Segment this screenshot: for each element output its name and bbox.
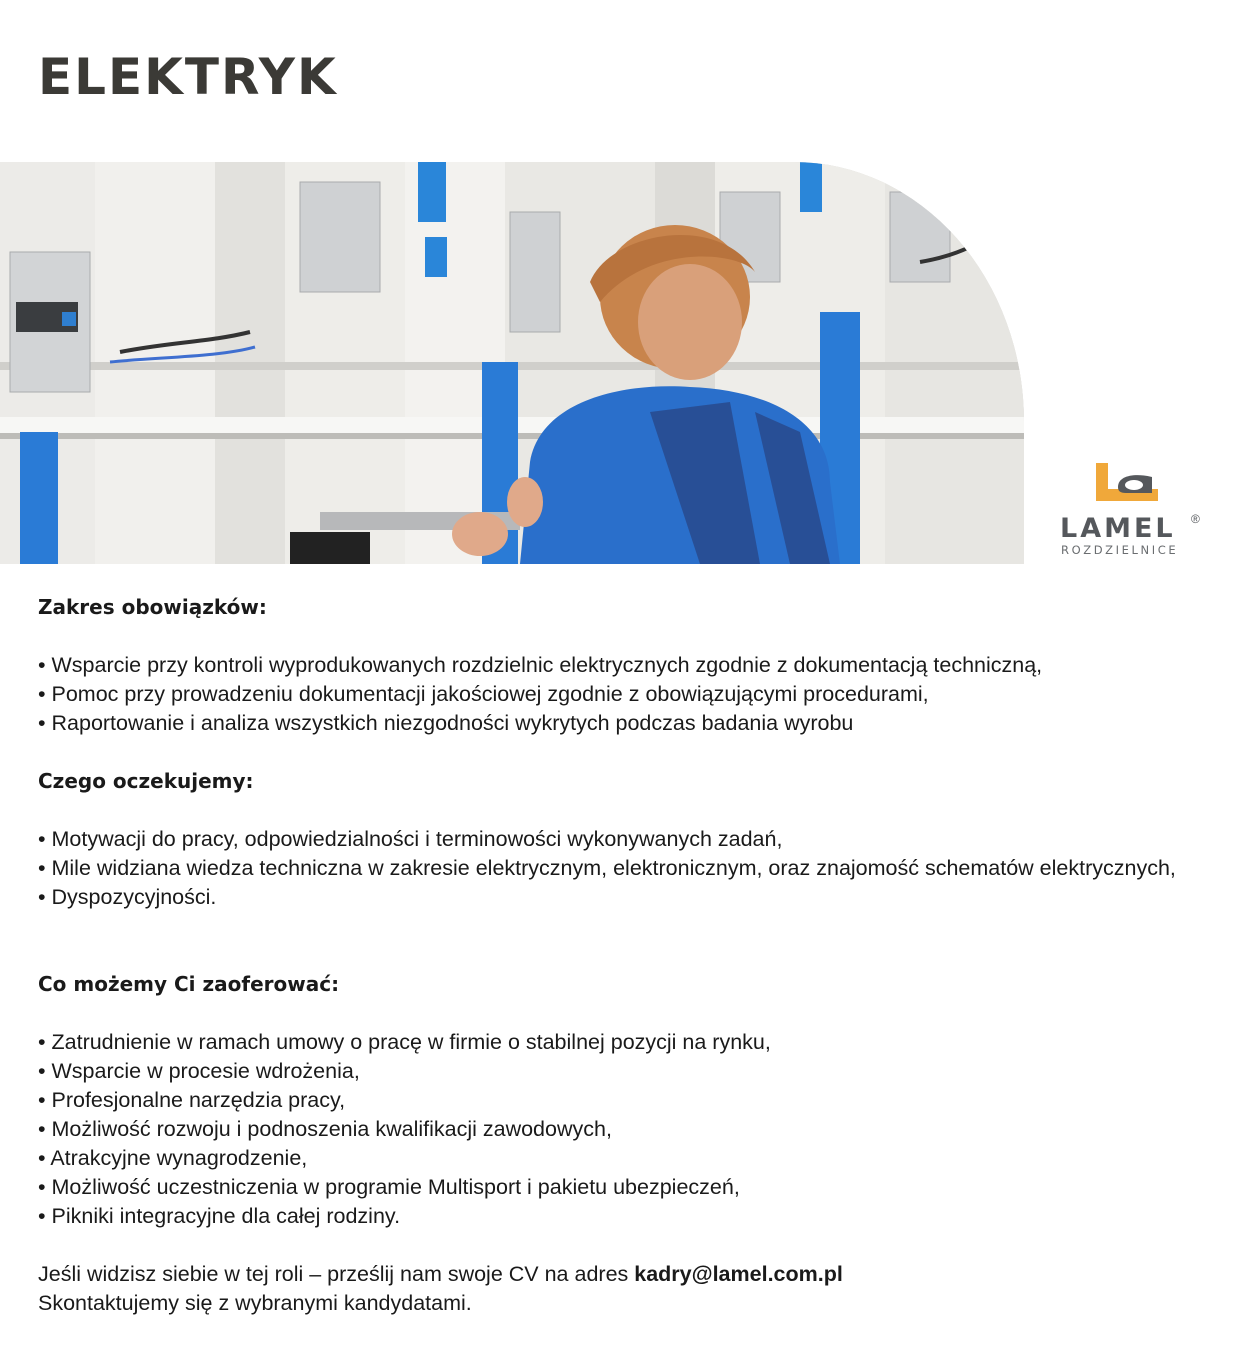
section-responsibilities	[38, 593, 1208, 738]
list-item: • Możliwość rozwoju i podnoszenia kwalifikacji zawodowych,	[38, 1117, 612, 1141]
application-call-to-action	[38, 1260, 1208, 1318]
hero-photo	[0, 162, 1024, 564]
responsibilities-list	[38, 651, 1208, 738]
list-item: • Dyspozycyjności.	[38, 885, 217, 909]
logo-name: LAMEL	[1060, 513, 1176, 544]
spacer	[38, 912, 1208, 970]
list-item: • Wsparcie w procesie wdrożenia,	[38, 1059, 360, 1083]
list-item: • Możliwość uczestniczenia w programie Multisport i pakietu ubezpieczeń,	[38, 1175, 740, 1199]
list-item: • Motywacji do pracy, odpowiedzialności i terminowości wykonywanych zadań,	[38, 827, 783, 851]
cta-text: Jeśli widzisz siebie w tej roli – prześlij nam swoje CV na adres	[38, 1262, 635, 1286]
registered-mark: ®	[1191, 512, 1200, 526]
section-heading: Co możemy Ci zaoferować:	[38, 972, 340, 996]
section-requirements	[38, 767, 1208, 912]
list-item: • Pomoc przy prowadzeniu dokumentacji jakościowej zgodnie z obowiązującymi procedurami,	[38, 682, 929, 706]
contact-email[interactable]: kadry@lamel.com.pl	[634, 1262, 843, 1286]
list-item: • Raportowanie i analiza wszystkich niezgodności wykrytych podczas badania wyrobu	[38, 711, 854, 735]
company-logo	[1060, 463, 1210, 563]
lamel-logo-mark-icon	[1096, 463, 1158, 501]
section-heading: Czego oczekujemy:	[38, 769, 254, 793]
list-item: • Mile widziana wiedza techniczna w zakresie elektrycznym, elektronicznym, oraz znajomość schematów elektrycznych,	[38, 856, 1176, 880]
section-heading: Zakres obowiązków:	[38, 595, 267, 619]
spacer	[38, 738, 1208, 767]
list-item: • Profesjonalne narzędzia pracy,	[38, 1088, 346, 1112]
section-offer	[38, 970, 1208, 1231]
job-description	[38, 593, 1208, 1318]
list-item: • Wsparcie przy kontroli wyprodukowanych rozdzielnic elektrycznych zgodnie z dokumentacją techniczną,	[38, 653, 1043, 677]
cta-line-1	[38, 1260, 1208, 1289]
list-item: • Pikniki integracyjne dla całej rodziny.	[38, 1204, 401, 1228]
logo-subtitle: ROZDZIELNICE	[1061, 543, 1179, 557]
spacer	[38, 1231, 1208, 1260]
list-item: • Atrakcyjne wynagrodzenie,	[38, 1146, 308, 1170]
list-item: • Zatrudnienie w ramach umowy o pracę w firmie o stabilnej pozycji na rynku,	[38, 1030, 771, 1054]
cta-line-2: Skontaktujemy się z wybranymi kandydatami.	[38, 1291, 472, 1315]
requirements-list	[38, 825, 1208, 912]
offer-list	[38, 1028, 1208, 1231]
job-title: ELEKTRYK	[38, 48, 338, 106]
